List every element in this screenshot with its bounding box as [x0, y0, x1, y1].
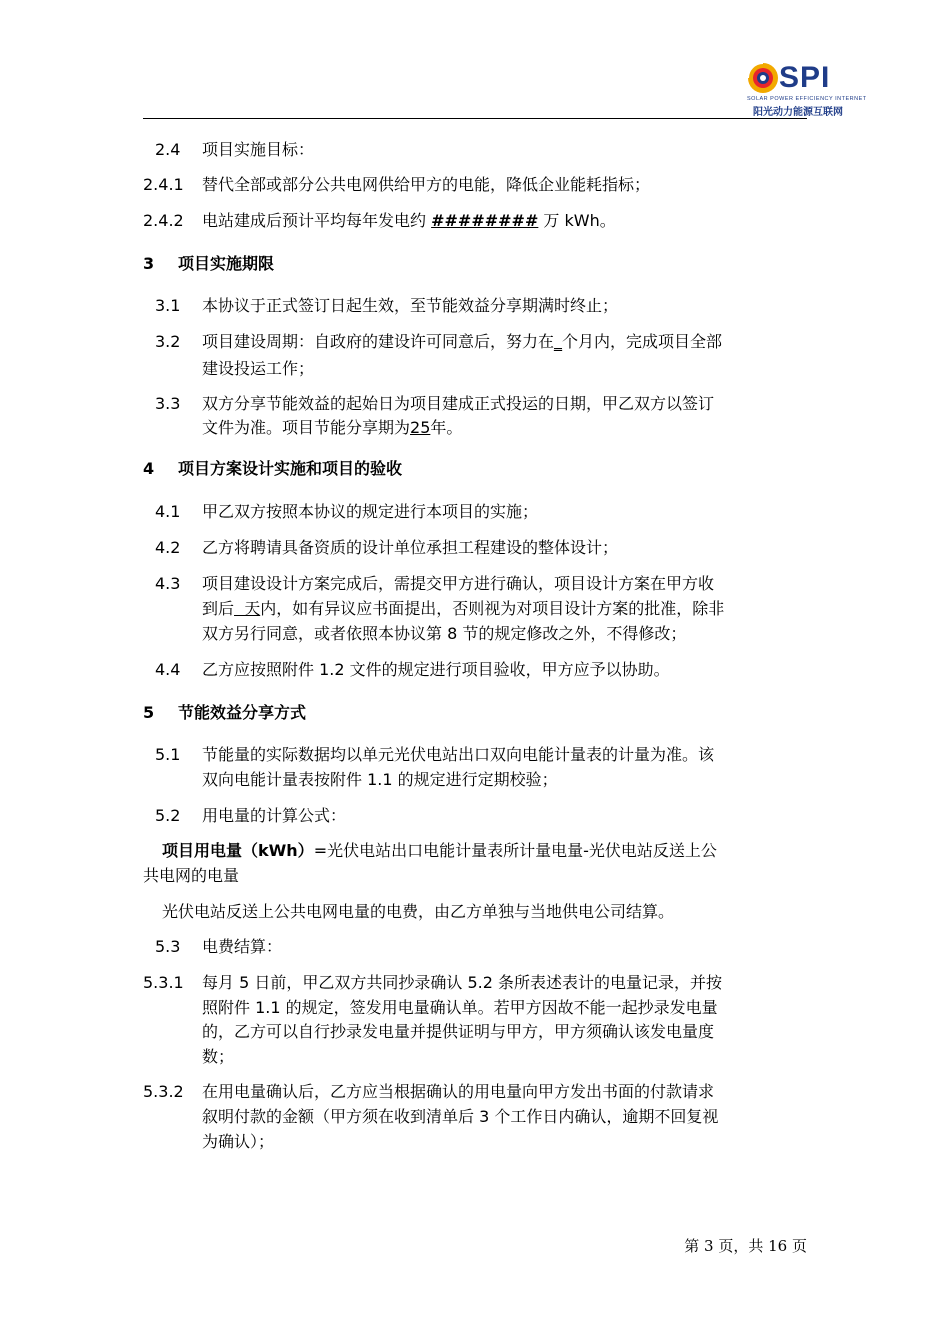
item-text: 节能量的实际数据均以单元光伏电站出口双向电能计量表的计量为准。该 [202, 745, 715, 764]
formula-definition: =光伏电站出口电能计量表所计量电量-光伏电站反送上公 [313, 841, 717, 860]
item-number: 5.3.2 [143, 1082, 184, 1101]
item-text: 的，乙方可以自行抄录发电量并提供证明与甲方，甲方须确认该发电量度 [202, 1022, 715, 1041]
item-text: 项目实施目标： [202, 140, 315, 159]
section-number: 3 [143, 254, 155, 273]
item-number: 2.4.1 [143, 175, 184, 194]
blank-field: _ [554, 332, 563, 351]
item-text: 项目建设设计方案完成后，需提交甲方进行确认，项目设计方案在甲方收 [202, 574, 715, 593]
company-logo [745, 60, 867, 118]
logo-tagline: SOLAR POWER EFFICIENCY INTERNET [747, 96, 867, 102]
text-segment: 年。 [430, 418, 463, 437]
item-number: 4.1 [155, 502, 181, 521]
item-text: 在用电量确认后，乙方应当根据确认的用电量向甲方发出书面的付款请求 [202, 1082, 715, 1101]
item-number: 3.1 [155, 296, 181, 315]
item-text: 替代全部或部分公共电网供给甲方的电能，降低企业能耗指标； [202, 175, 651, 194]
item-text: 双方另行同意，或者依照本协议第 8 节的规定修改之外，不得修改； [202, 624, 687, 643]
page-number: 第 3 页，共 16 页 [684, 1237, 807, 1255]
item-text: 每月 5 日前，甲乙双方共同抄录确认 5.2 条所表述表计的电量记录，并按 [202, 973, 722, 992]
text-segment: 内，如有异议应书面提出，否则视为对项目设计方案的批准，除非 [260, 599, 725, 618]
text-segment: 到后 [202, 599, 235, 618]
item-number: 5.2 [155, 806, 181, 825]
section-number: 5 [143, 703, 155, 722]
header-divider [143, 118, 807, 119]
item-text [202, 601, 724, 617]
formula-term: 项目用电量（kWh） [162, 841, 314, 860]
item-number: 5.1 [155, 745, 181, 764]
blank-field: ######## [431, 211, 539, 230]
item-number: 5.3.1 [143, 973, 184, 992]
text-segment: 项目建设周期：自政府的建设许可同意后，努力在 [202, 332, 555, 351]
text-segment: 个月内，完成项目全部 [562, 332, 723, 351]
section-heading: 项目方案设计实施和项目的验收 [178, 459, 403, 478]
item-text [202, 213, 616, 229]
item-number: 3.3 [155, 394, 181, 413]
item-number: 3.2 [155, 332, 181, 351]
text-segment: 文件为准。项目节能分享期为 [202, 418, 411, 437]
blank-field: 天 [234, 599, 261, 618]
item-text: 照附件 1.1 的规定，签发用电量确认单。若甲方因故不能一起抄录发电量 [202, 998, 718, 1017]
item-text: 双向电能计量表按附件 1.1 的规定进行定期校验； [202, 770, 558, 789]
item-text: 数； [202, 1047, 235, 1066]
paragraph-text: 光伏电站反送上公共电网电量的电费，由乙方单独与当地供电公司结算。 [162, 902, 675, 921]
item-text: 双方分享节能效益的起始日为项目建成正式投运的日期，甲乙双方以签订 [202, 394, 715, 413]
sun-logo-icon [745, 60, 781, 96]
item-number: 4.4 [155, 660, 181, 679]
logo-text: SPI [779, 61, 831, 94]
section-heading: 节能效益分享方式 [178, 703, 307, 722]
item-text: 用电量的计算公式： [202, 806, 347, 825]
section-number: 4 [143, 459, 155, 478]
item-text: 叙明付款的金额（甲方须在收到清单后 3 个工作日内确认，逾期不回复视 [202, 1107, 719, 1126]
item-text: 乙方将聘请具备资质的设计单位承担工程建设的整体设计； [202, 538, 619, 557]
item-number: 2.4 [155, 140, 181, 159]
item-text: 甲乙双方按照本协议的规定进行本项目的实施； [202, 502, 539, 521]
item-text: 电费结算： [202, 937, 283, 956]
text-segment: 万 kWh。 [538, 211, 616, 230]
item-text [202, 420, 462, 436]
section-heading: 项目实施期限 [178, 254, 275, 273]
item-number: 4.2 [155, 538, 181, 557]
text-segment: 电站建成后预计平均每年发电约 [202, 211, 432, 230]
formula-line: 共电网的电量 [143, 866, 240, 885]
item-text: 乙方应按照附件 1.2 文件的规定进行项目验收，甲方应予以协助。 [202, 660, 670, 679]
logo-chinese: 阳光动力能源互联网 [753, 107, 843, 118]
formula-line [162, 843, 717, 859]
item-number: 4.3 [155, 574, 181, 593]
item-text: 本协议于正式签订日起生效，至节能效益分享期满时终止； [202, 296, 619, 315]
item-text: 建设投运工作； [202, 359, 315, 378]
item-text: 为确认）； [202, 1132, 275, 1151]
item-text [202, 334, 722, 350]
item-number: 5.3 [155, 937, 181, 956]
blank-field: 25 [410, 418, 431, 437]
item-number: 2.4.2 [143, 211, 184, 230]
